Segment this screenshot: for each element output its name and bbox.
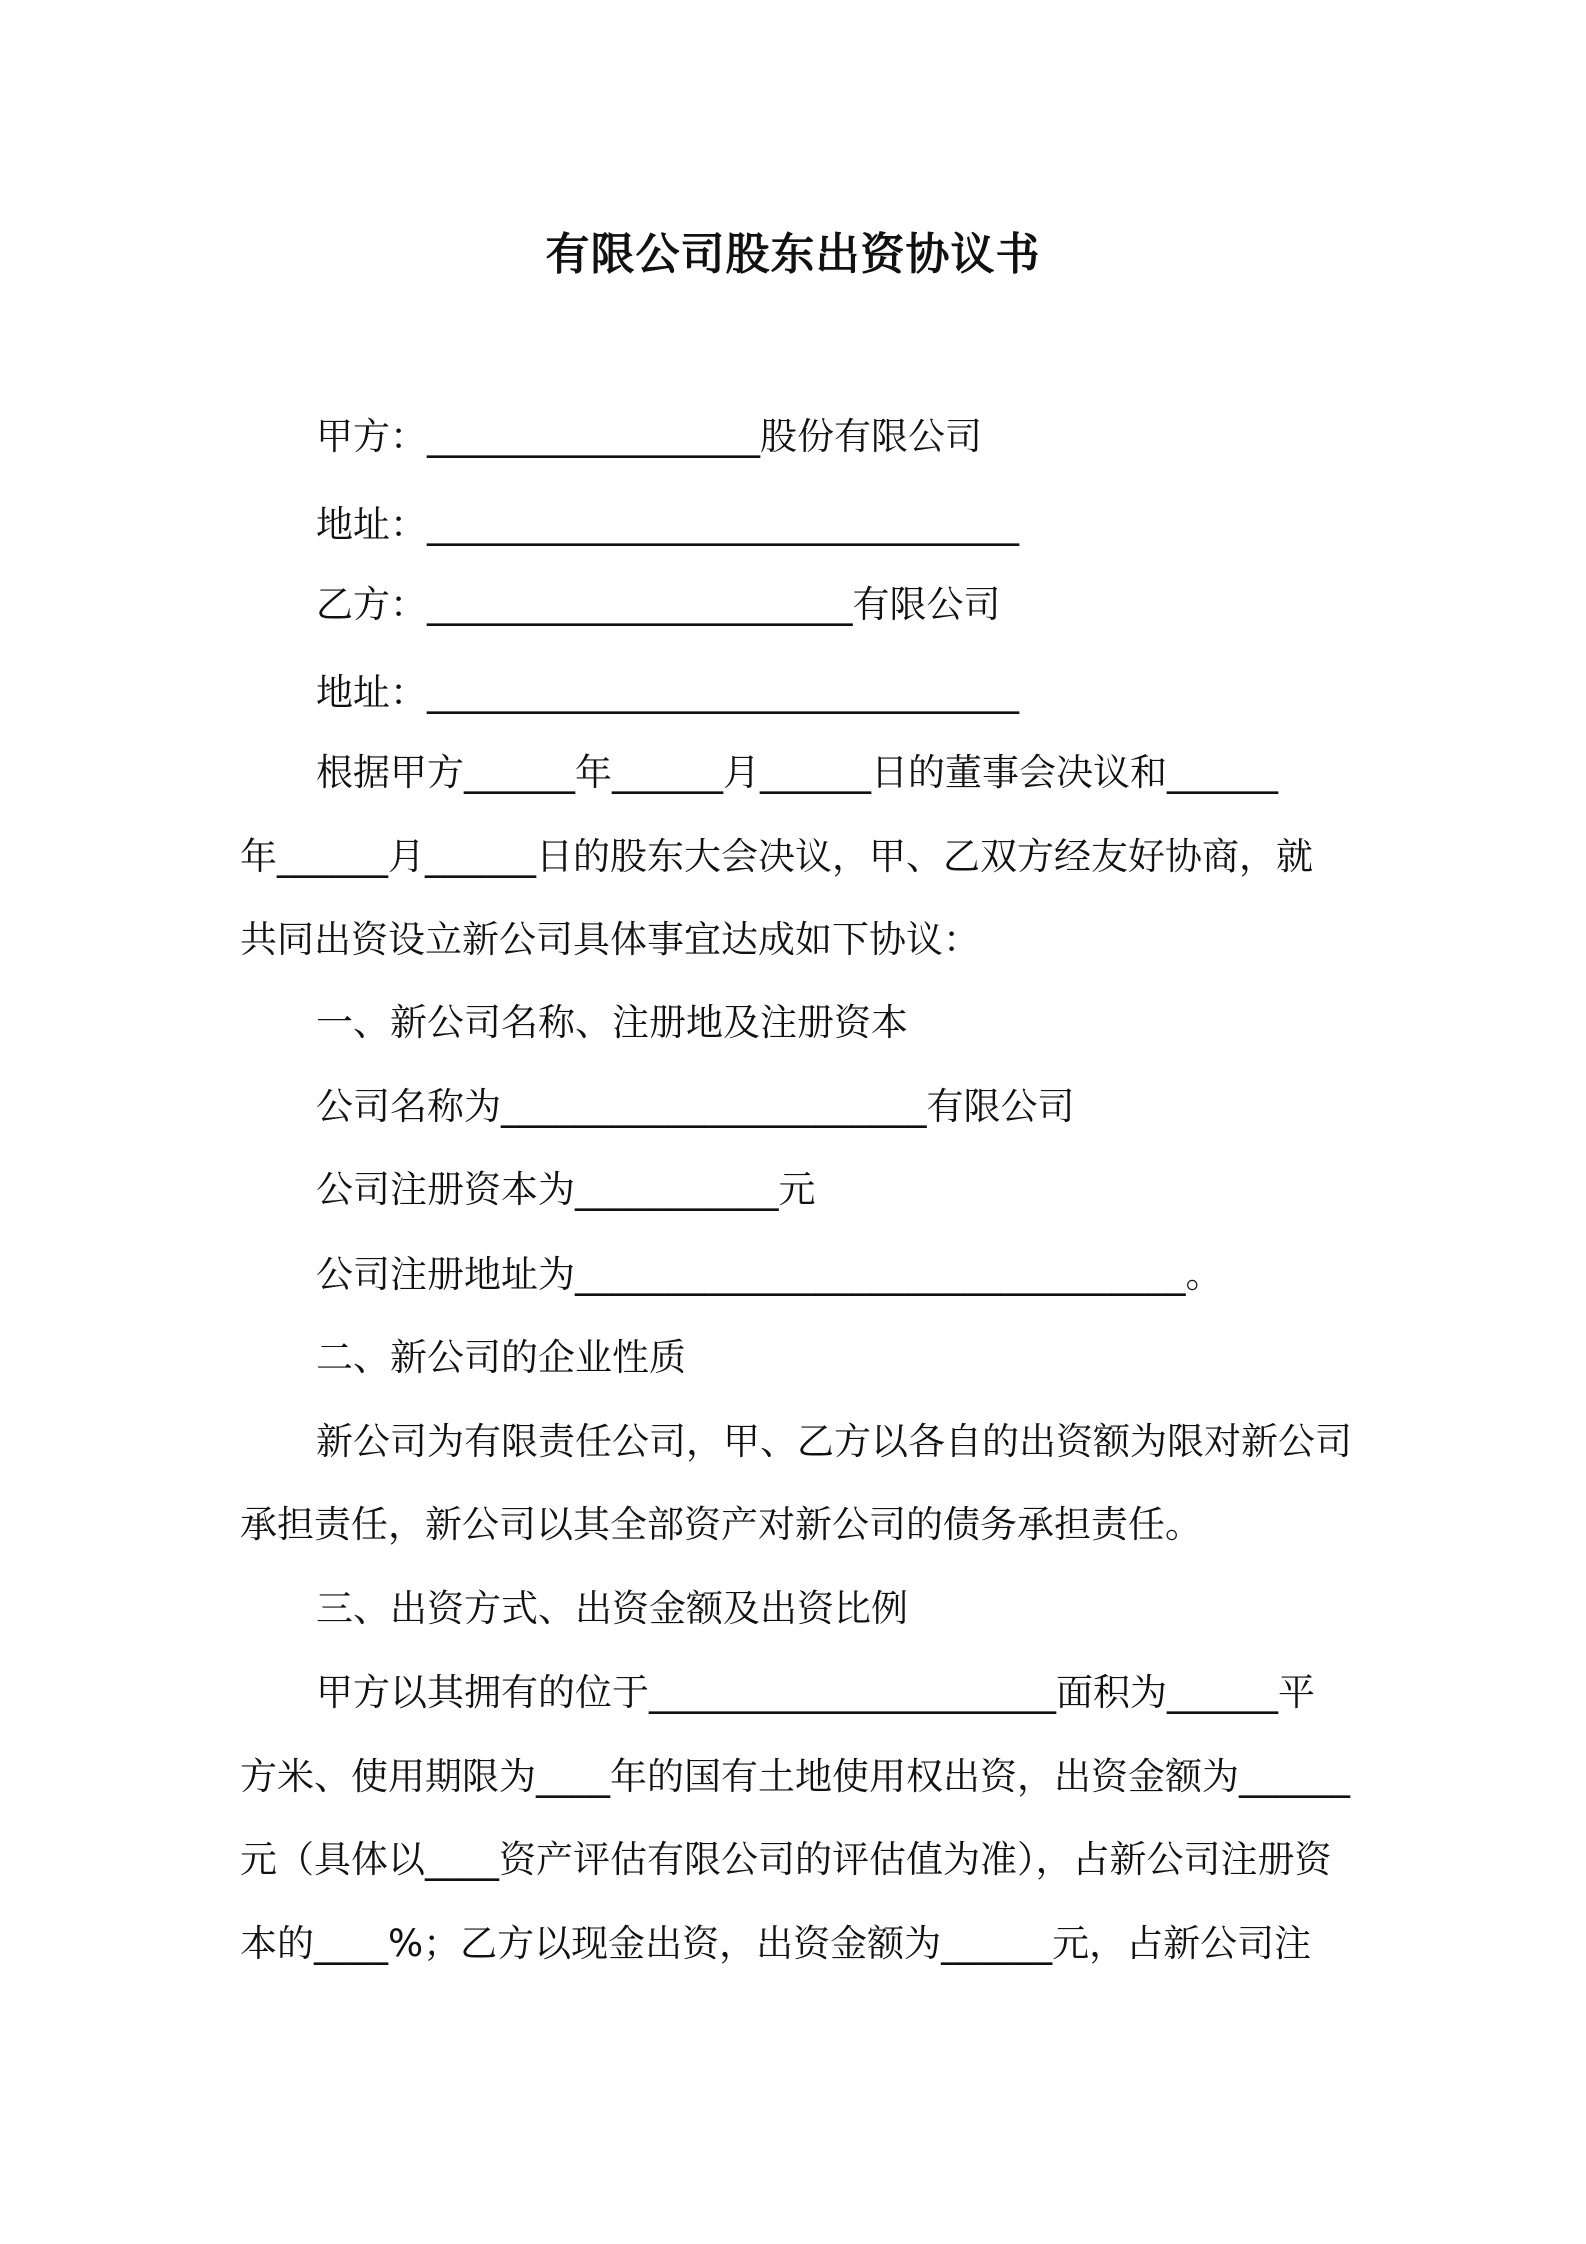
- paragraph-line: 根据甲方______年______月______日的董事会决议和______: [316, 751, 1278, 794]
- section-heading-3: 三、出资方式、出资金额及出资比例: [316, 1587, 908, 1630]
- paragraph-line: 方米、使用期限为____年的国有土地使用权出资，出资金额为______: [240, 1755, 1350, 1798]
- paragraph-line: 承担责任，新公司以其全部资产对新公司的债务承担责任。: [240, 1503, 1202, 1546]
- registered-capital-line: 公司注册资本为___________元: [316, 1168, 816, 1211]
- party-a-address-line: 地址：________________________________: [316, 503, 1019, 546]
- party-b-line: 乙方：_______________________有限公司: [316, 583, 1001, 626]
- paragraph-line: 元（具体以____资产评估有限公司的评估值为准），占新公司注册资: [240, 1838, 1332, 1881]
- paragraph-line: 本的____%；乙方以现金出资，出资金额为______元，占新公司注: [240, 1922, 1312, 1965]
- paragraph-line: 共同出资设立新公司具体事宜达成如下协议：: [240, 918, 980, 961]
- document-title: 有限公司股东出资协议书: [545, 229, 1041, 280]
- paragraph-line: 年______月______日的股东大会决议，甲、乙双方经友好协商，就: [240, 835, 1313, 878]
- party-b-address-line: 地址：________________________________: [316, 671, 1019, 714]
- company-name-line: 公司名称为_______________________有限公司: [316, 1085, 1075, 1128]
- section-heading-2: 二、新公司的企业性质: [316, 1336, 686, 1379]
- paragraph-line: 新公司为有限责任公司，甲、乙方以各自的出资额为限对新公司: [316, 1420, 1352, 1463]
- registered-address-line: 公司注册地址为_________________________________。: [316, 1253, 1223, 1296]
- paragraph-line: 甲方以其拥有的位于______________________面积为______平: [316, 1671, 1315, 1714]
- section-heading-1: 一、新公司名称、注册地及注册资本: [316, 1001, 908, 1044]
- party-a-line: 甲方：__________________股份有限公司: [316, 415, 982, 458]
